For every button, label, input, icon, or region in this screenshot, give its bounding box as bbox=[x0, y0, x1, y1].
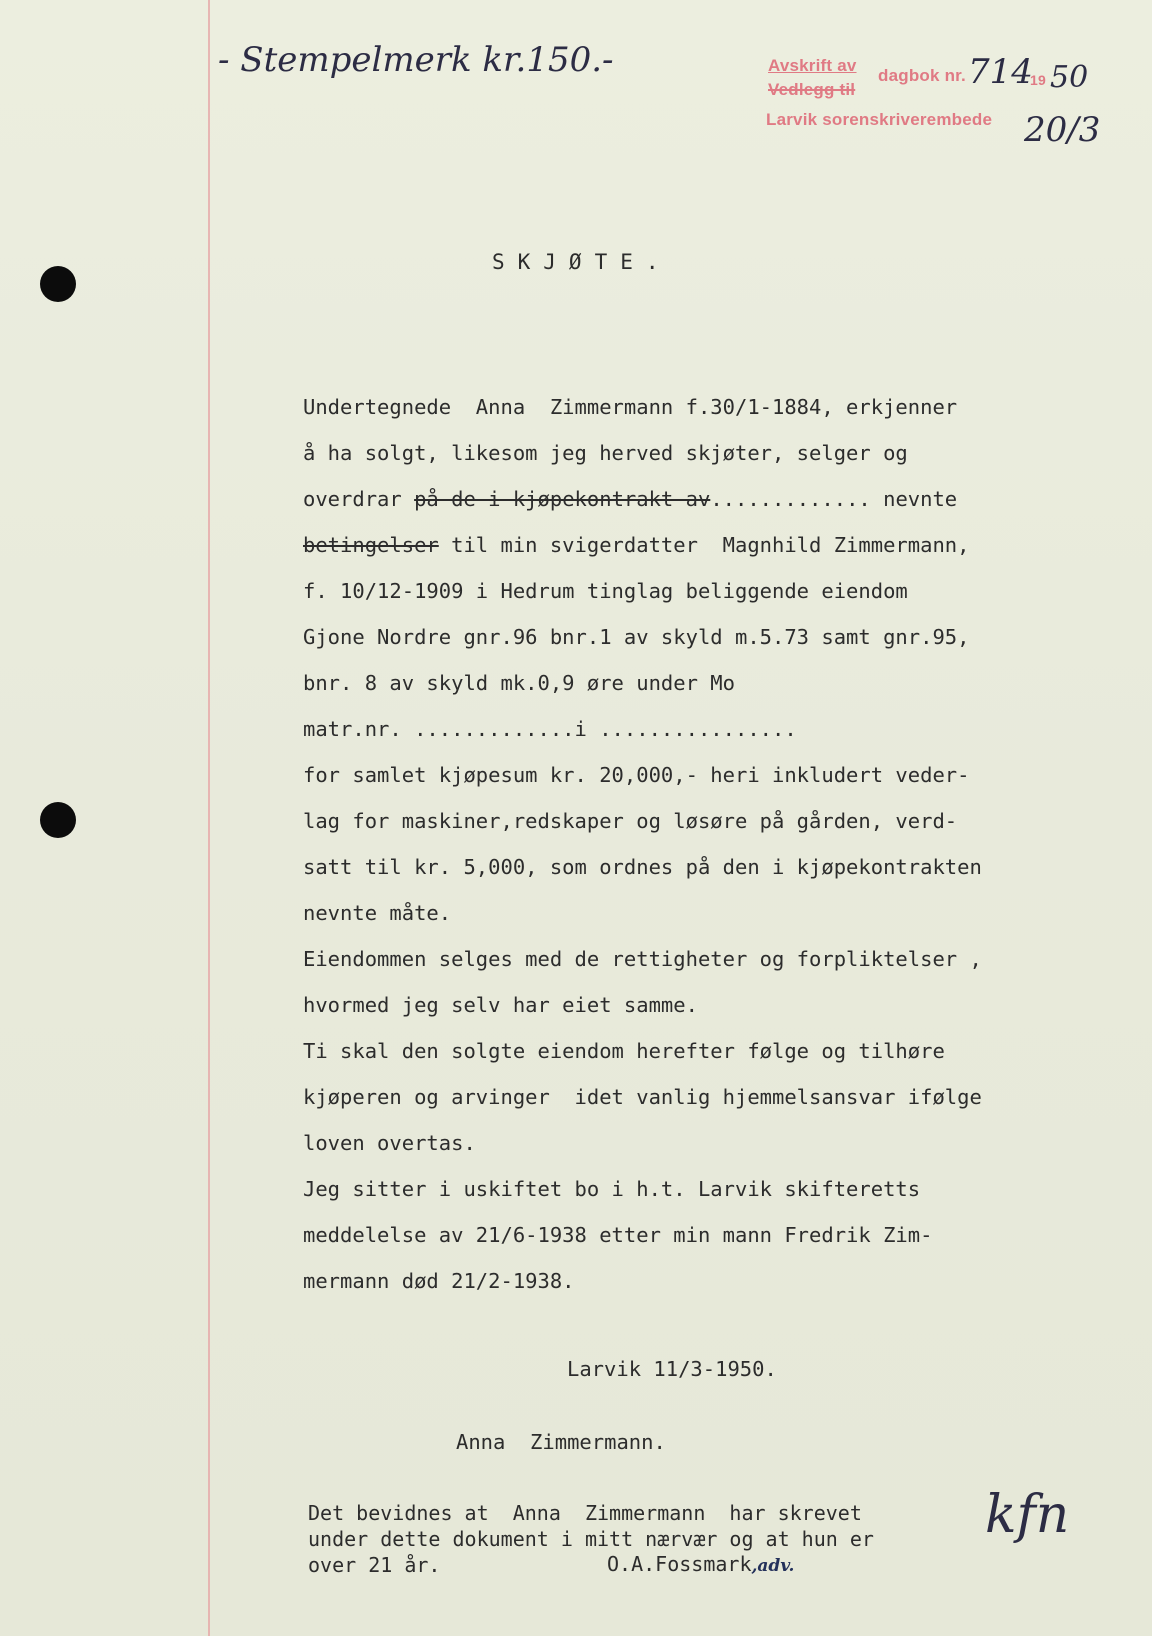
body-line: matr.nr. .............i ................ bbox=[303, 717, 797, 741]
margin-rule bbox=[208, 0, 210, 1636]
signer-name: Anna Zimmermann. bbox=[456, 1430, 666, 1454]
witness-title: ,adv. bbox=[751, 1556, 795, 1576]
body-line: meddelelse av 21/6-1938 etter min mann Fredrik Zim- bbox=[303, 1223, 933, 1247]
body-line: f. 10/12-1909 i Hedrum tinglag beliggende eiendom bbox=[303, 579, 908, 603]
body-line: satt til kr. 5,000, som ordnes på den i kjøpekontrakten bbox=[303, 855, 982, 879]
punch-hole-top bbox=[40, 266, 76, 302]
attestation-line: Det bevidnes at Anna Zimmermann har skrevet bbox=[308, 1501, 862, 1525]
attestation-line: over 21 år. bbox=[308, 1553, 441, 1577]
body-line: lag for maskiner,redskaper og løsøre på gården, verd- bbox=[303, 809, 958, 833]
body-line: overdrar på de i kjøpekontrakt av............. nevnte bbox=[303, 487, 958, 511]
place-date: Larvik 11/3-1950. bbox=[567, 1357, 777, 1381]
body-line: betingelser til min svigerdatter Magnhild Zimmermann, bbox=[303, 533, 970, 557]
stamp-date: 20/3 bbox=[1024, 110, 1101, 150]
punch-hole-bottom bbox=[40, 802, 76, 838]
witness-signature bbox=[607, 1552, 794, 1576]
body-line: Jeg sitter i uskiftet bo i h.t. Larvik skifteretts bbox=[303, 1177, 921, 1201]
body-line: å ha solgt, likesom jeg herved skjøter, selger og bbox=[303, 441, 908, 465]
deed-body bbox=[303, 384, 1063, 1304]
stamp-avskrift: Avskrift av bbox=[768, 56, 857, 75]
handwritten-initials: kfn bbox=[985, 1485, 1070, 1545]
body-line: for samlet kjøpesum kr. 20,000,- heri inkludert veder- bbox=[303, 763, 970, 787]
struck-text: på de i kjøpekontrakt av bbox=[414, 487, 711, 511]
stamp-office: Larvik sorenskriverembede bbox=[766, 110, 993, 129]
body-line: Eiendommen selges med de rettigheter og forpliktelser , bbox=[303, 947, 982, 971]
body-line: hvormed jeg selv har eiet samme. bbox=[303, 993, 698, 1017]
attestation-line: under dette dokument i mitt nærvær og at hun er bbox=[308, 1527, 874, 1551]
body-line: kjøperen og arvinger idet vanlig hjemmelsansvar ifølge bbox=[303, 1085, 982, 1109]
body-line: Gjone Nordre gnr.96 bnr.1 av skyld m.5.73 samt gnr.95, bbox=[303, 625, 970, 649]
stamp-vedlegg-struck: Vedlegg til bbox=[768, 80, 856, 99]
struck-text: betingelser bbox=[303, 533, 439, 557]
body-line: Undertegnede Anna Zimmermann f.30/1-1884, erkjenner bbox=[303, 395, 958, 419]
body-line: Ti skal den solgte eiendom herefter følge og tilhøre bbox=[303, 1039, 945, 1063]
body-line: loven overtas. bbox=[303, 1131, 476, 1155]
stamp-year-prefix: 19 bbox=[1030, 72, 1046, 88]
handwritten-stamp-fee: - Stempelmerk kr.150.- bbox=[218, 40, 614, 80]
document-title: SKJØTE. bbox=[492, 250, 672, 274]
stamp-year: 50 bbox=[1050, 60, 1089, 95]
body-line: nevnte måte. bbox=[303, 901, 452, 925]
stamp-dagbok-label: dagbok nr. bbox=[878, 66, 966, 85]
body-line: bnr. 8 av skyld mk.0,9 øre under Mo bbox=[303, 671, 735, 695]
stamp-dagbok-number: 714 bbox=[968, 52, 1033, 92]
witness-name: O.A.Fossmark bbox=[607, 1552, 752, 1576]
body-line: mermann død 21/2-1938. bbox=[303, 1269, 575, 1293]
